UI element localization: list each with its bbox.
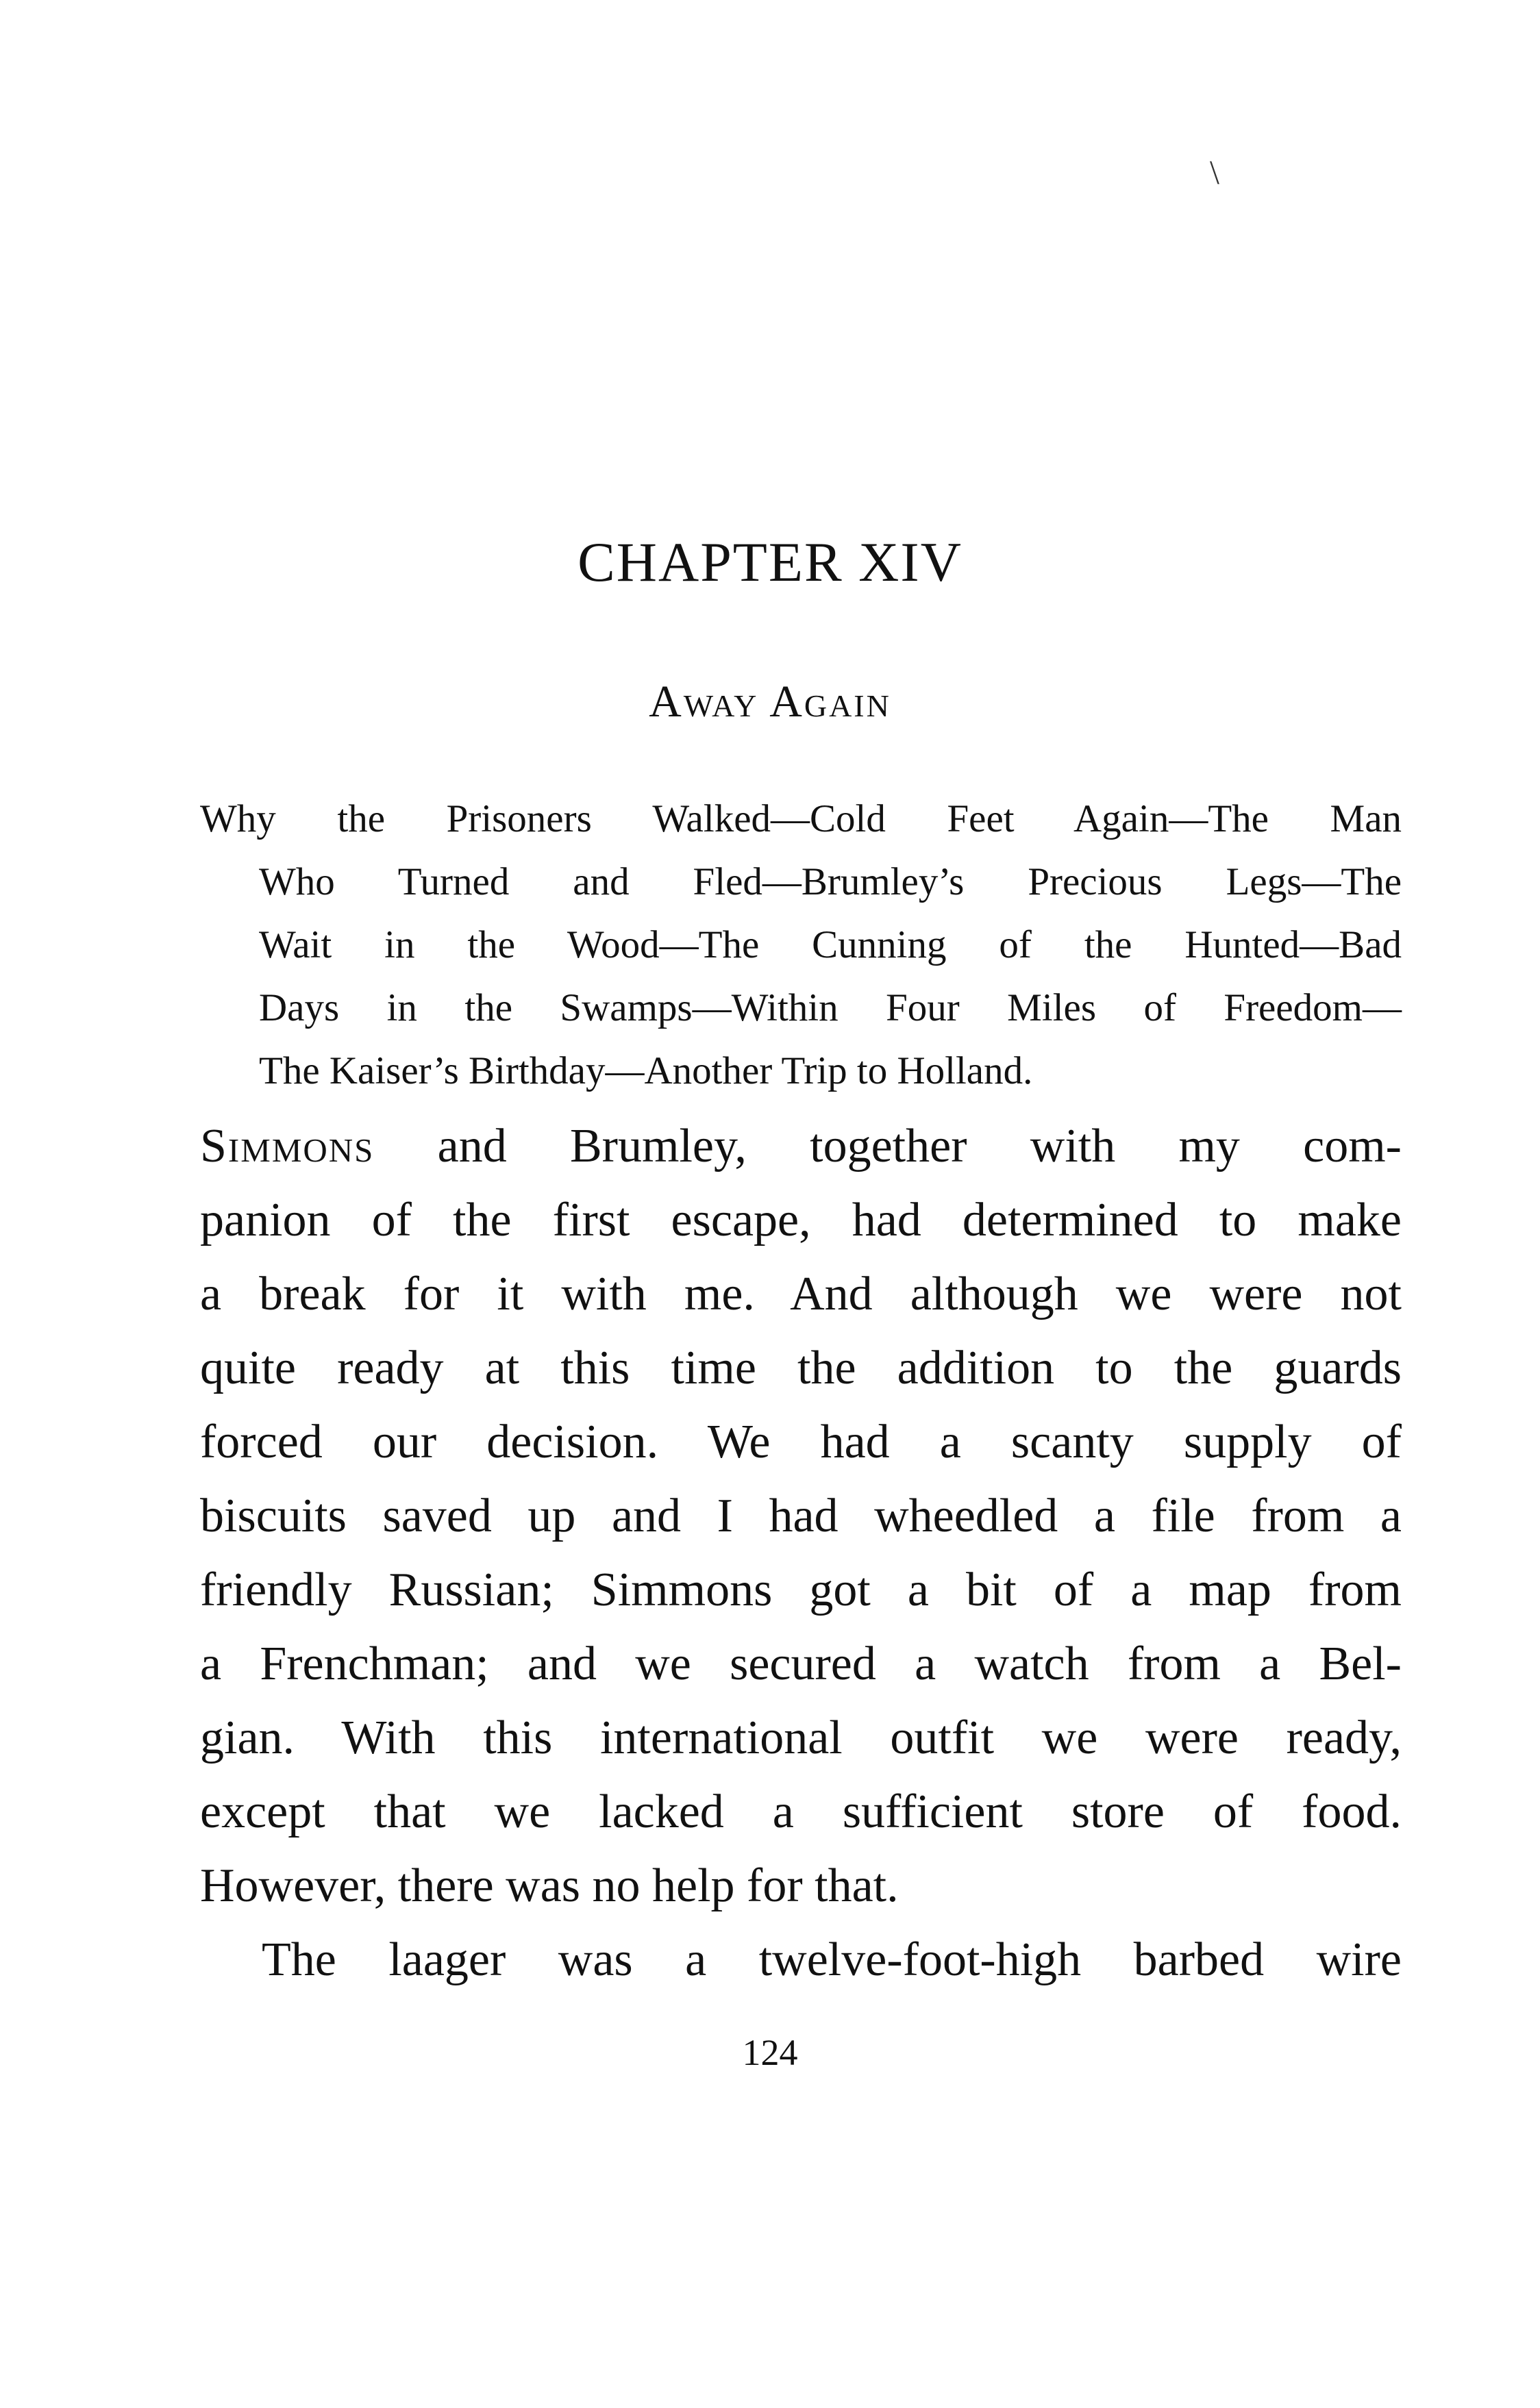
body-line: forced our decision. We had a scanty supply of	[200, 1416, 1402, 1468]
chapter-title: CHAPTER XIV	[578, 531, 962, 593]
body-line	[200, 1109, 1402, 1183]
body-line: However, there was no help for that.	[200, 1859, 899, 1912]
synopsis-line: The Kaiser’s Birthday—Another Trip to Holland.	[259, 1049, 1033, 1092]
synopsis-line: Why the Prisoners Walked—Cold Feet Again—The Man	[200, 797, 1402, 840]
body-line: biscuits saved up and I had wheedled a file from a	[200, 1490, 1402, 1542]
body-line: except that we lacked a sufficient store of food.	[200, 1785, 1402, 1838]
body-line: The laager was a twelve-foot-high barbed wire	[262, 1933, 1402, 1986]
synopsis-line: Who Turned and Fled—Brumley’s Precious Legs—The	[259, 860, 1402, 903]
chapter-synopsis	[200, 788, 1402, 1103]
body-line: a Frenchman; and we secured a watch from a Bel-	[200, 1638, 1402, 1690]
synopsis-line: Wait in the Wood—The Cunning of the Hunted—Bad	[259, 923, 1402, 966]
chapter-subtitle: Away Again	[649, 677, 891, 727]
body-line: quite ready at this time the addition to the guards	[200, 1342, 1402, 1394]
body-line: friendly Russian; Simmons got a bit of a map from	[200, 1564, 1402, 1616]
body-line-rest: and Brumley, together with my com-	[374, 1120, 1402, 1172]
body-line: a break for it with me. And although we were not	[200, 1268, 1402, 1320]
stray-mark: \	[1210, 153, 1219, 191]
body-line: gian. With this international outfit we were ready,	[200, 1711, 1402, 1764]
body-line: panion of the first escape, had determined to make	[200, 1194, 1402, 1246]
synopsis-line: Days in the Swamps—Within Four Miles of Freedom—	[259, 986, 1402, 1029]
lead-word: Simmons	[200, 1120, 375, 1172]
body-text	[200, 1109, 1402, 1997]
page-number: 124	[742, 2032, 798, 2073]
